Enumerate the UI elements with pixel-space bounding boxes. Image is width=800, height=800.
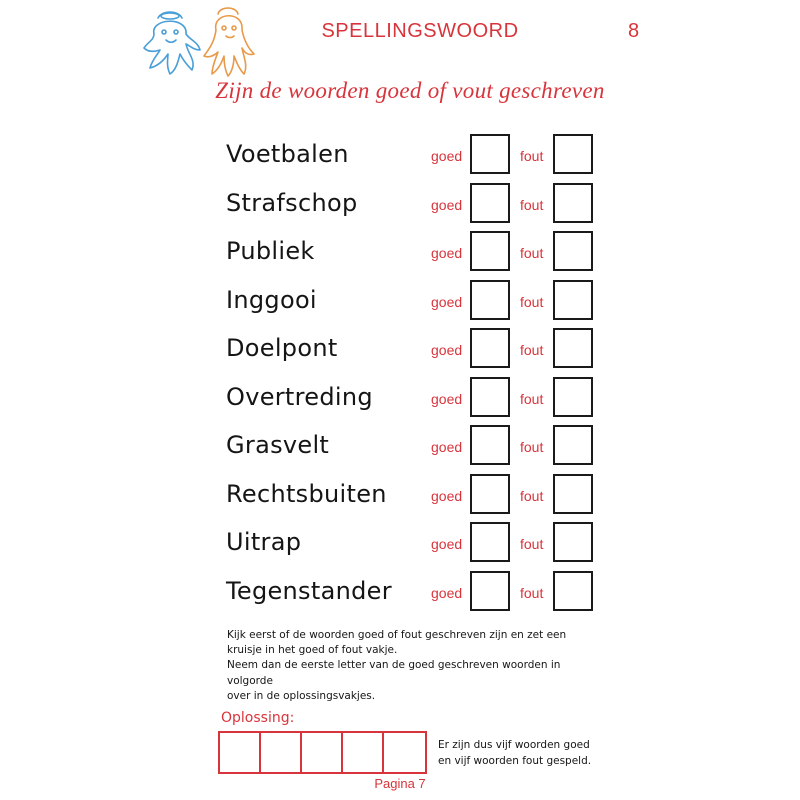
word-row xyxy=(0,520,800,569)
fout-label: fout xyxy=(520,536,544,552)
page-number: 8 xyxy=(628,20,640,42)
fout-checkbox[interactable] xyxy=(553,328,593,368)
instruction-line: Kijk eerst of de woorden goed of fout geschreven zijn en zet een xyxy=(227,629,567,641)
fout-label: fout xyxy=(520,245,544,261)
fout-label: fout xyxy=(520,148,544,164)
word-text: Rechtsbuiten xyxy=(226,479,387,508)
fout-label: fout xyxy=(520,487,544,504)
word-text: Uitrap xyxy=(226,528,302,556)
goed-label: goed xyxy=(431,390,463,407)
word-text: Overtreding xyxy=(226,382,373,411)
goed-label: goed xyxy=(431,536,463,552)
word-text: Doelpont xyxy=(226,334,338,362)
goed-label: goed xyxy=(431,245,463,261)
goed-label: goed xyxy=(431,487,463,504)
goed-checkbox[interactable] xyxy=(470,425,510,465)
orange-octopus-icon xyxy=(204,8,254,76)
solution-note-line: en vijf woorden fout gespeld. xyxy=(438,755,592,767)
word-row xyxy=(0,375,800,424)
fout-checkbox[interactable] xyxy=(553,183,593,223)
fout-label: fout xyxy=(520,390,544,407)
goed-checkbox[interactable] xyxy=(470,571,510,611)
solution-cell[interactable] xyxy=(302,733,343,772)
goed-checkbox[interactable] xyxy=(470,522,510,562)
goed-checkbox[interactable] xyxy=(470,183,510,223)
word-text: Strafschop xyxy=(226,188,358,217)
word-text: Voetbalen xyxy=(226,140,349,168)
fout-checkbox[interactable] xyxy=(553,425,593,465)
goed-label: goed xyxy=(431,342,463,358)
word-row xyxy=(0,181,800,230)
octopus-mascots-logo xyxy=(140,4,258,80)
word-row xyxy=(0,472,800,521)
fout-label: fout xyxy=(520,584,544,601)
solution-label: Oplossing: xyxy=(221,710,295,726)
solution-note-line: Er zijn dus vijf woorden goed xyxy=(438,739,590,751)
fout-checkbox[interactable] xyxy=(553,280,593,320)
fout-label: fout xyxy=(520,293,544,310)
goed-label: goed xyxy=(431,196,463,213)
goed-label: goed xyxy=(431,439,463,455)
word-row xyxy=(0,569,800,618)
fout-checkbox[interactable] xyxy=(553,231,593,271)
word-row xyxy=(0,326,800,375)
word-text: Tegenstander xyxy=(226,576,392,605)
fout-label: fout xyxy=(520,342,544,358)
goed-checkbox[interactable] xyxy=(470,280,510,320)
word-text: Publiek xyxy=(226,237,315,265)
fout-label: fout xyxy=(520,196,544,213)
goed-checkbox[interactable] xyxy=(470,231,510,271)
fout-label: fout xyxy=(520,439,544,455)
word-text: Inggooi xyxy=(226,285,317,314)
goed-checkbox[interactable] xyxy=(470,377,510,417)
word-row xyxy=(0,278,800,327)
instruction-line: Neem dan de eerste letter van de goed geschreven woorden in volgorde xyxy=(227,659,561,687)
fout-checkbox[interactable] xyxy=(553,522,593,562)
goed-checkbox[interactable] xyxy=(470,328,510,368)
fout-checkbox[interactable] xyxy=(553,474,593,514)
goed-label: goed xyxy=(431,584,463,601)
word-row xyxy=(0,132,800,181)
subtitle-question: Zijn de woorden goed of vout geschreven xyxy=(215,78,605,103)
goed-label: goed xyxy=(431,293,463,310)
word-row xyxy=(0,423,800,472)
fout-checkbox[interactable] xyxy=(553,377,593,417)
solution-cell[interactable] xyxy=(261,733,302,772)
word-row xyxy=(0,229,800,278)
solution-cell[interactable] xyxy=(384,733,425,772)
solution-cell[interactable] xyxy=(343,733,384,772)
instruction-line: kruisje in het goed of fout vakje. xyxy=(227,644,398,657)
fout-checkbox[interactable] xyxy=(553,571,593,611)
fout-checkbox[interactable] xyxy=(553,134,593,174)
goed-checkbox[interactable] xyxy=(470,134,510,174)
word-text: Grasvelt xyxy=(226,431,330,459)
blue-octopus-icon xyxy=(144,12,200,74)
solution-note xyxy=(438,737,591,769)
solution-cell[interactable] xyxy=(220,733,261,772)
instructions-text xyxy=(227,628,607,704)
instruction-line: over in de oplossingsvakjes. xyxy=(227,689,376,702)
footer-page-label: Pagina 7 xyxy=(374,776,426,791)
page-title: SPELLINGSWOORD xyxy=(321,20,519,42)
word-list xyxy=(0,132,800,617)
solution-grid xyxy=(218,731,427,774)
goed-label: goed xyxy=(431,148,463,164)
goed-checkbox[interactable] xyxy=(470,474,510,514)
